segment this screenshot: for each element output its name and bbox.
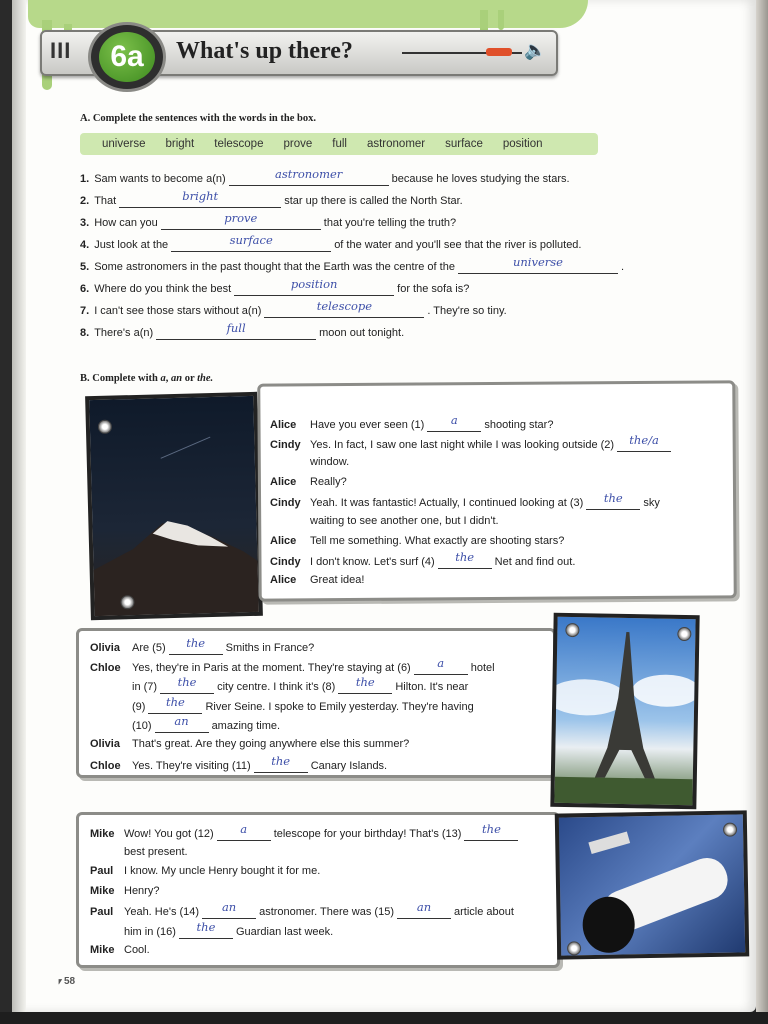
word-box-item: full [332,138,347,150]
speaker-name: Chloe [90,661,121,674]
handwritten-answer: bright [182,189,219,203]
word-box-item: position [502,138,543,150]
sentence-number: 5. [80,261,90,273]
page-spine [12,0,26,1012]
sentence-row [80,255,625,274]
answer-blank[interactable] [119,189,281,208]
dialog-line [270,535,564,547]
answer-blank[interactable] [458,255,618,274]
dialog-line [90,636,315,655]
dialog-text: best present. [124,845,188,858]
sentence-text: moon out tonight. [319,327,405,339]
dialog-line [90,920,334,939]
dialog-text: city centre. I think it's (8) [217,681,336,694]
speaker-name: Cindy [270,497,301,510]
dialog-text: hotel [470,661,495,674]
answer-blank[interactable] [234,277,394,296]
dialog-text: sky [643,497,660,510]
dialog-line [90,900,514,919]
dialog-text: article about [454,906,514,919]
answer-blank[interactable] [217,822,271,841]
dialog-line [270,491,660,510]
word-box-item: telescope [214,138,264,150]
dialog-text: Great idea! [310,573,365,586]
sentence-text: That [94,195,117,207]
handwritten-answer: a [437,655,445,670]
green-drip-decoration [498,10,504,30]
eiffel-tower-image [554,617,695,805]
sentence-row [80,277,470,296]
answer-blank[interactable] [156,321,316,340]
dialog-text: Yes. In fact, I saw one last night while I was looking outside (2) [310,438,615,451]
handwritten-answer: the/a [629,432,659,447]
dialog-line [270,413,554,432]
sentence-number: 7. [80,305,90,317]
unit-badge [88,22,166,92]
speaker-name: Olivia [90,642,120,654]
sentence-text: . [620,261,625,273]
dialog-text: him in (16) [124,926,176,938]
unit-title: What's up there? [176,38,353,64]
word-box-item: bright [165,138,195,150]
speaker-name: Mike [90,884,115,897]
bars-icon: III [50,38,72,63]
answer-blank[interactable] [438,550,492,569]
answer-blank[interactable] [169,636,223,655]
dialog-text: Cool. [124,943,150,956]
dialog-line [270,515,499,527]
dialog-text: Hilton. It's near [395,681,469,694]
answer-blank[interactable] [155,714,209,733]
speaker-name: Alice [270,534,297,547]
dialog-text: in (7) [132,681,158,694]
speaker-name: Cindy [270,438,301,451]
dialog-text: window. [310,456,350,469]
dialog-line [90,753,388,773]
telescope-image [559,814,745,955]
handwritten-answer: the [186,636,206,650]
answer-blank[interactable] [229,167,389,186]
dialog-text: Have you ever seen (1) [310,419,425,431]
sentence-text: There's a(n) [94,327,154,339]
speaker-name: Alice [270,573,297,586]
sentence-text: because he loves studying the stars. [391,173,570,185]
sentence-text: that you're telling the truth? [323,217,457,229]
dialog-text: Really? [310,475,347,488]
book-edge [0,1012,768,1024]
telescope-photo [555,810,750,959]
dialog-line [90,738,409,750]
handwritten-answer: the [603,491,623,506]
dialog-text: Yes, they're in Paris at the moment. They're staying at (6) [132,661,411,674]
speaker-name: Paul [90,865,114,878]
speaker-name: Alice [270,475,297,488]
word-box-item: universe [102,138,146,150]
dialog-text: telescope for your birthday! That's (13) [273,828,462,840]
sentence-row [80,211,457,230]
word-box-item: prove [283,138,313,150]
speaker-name: Paul [90,906,114,919]
unit-number: 6a [99,32,155,82]
answer-blank[interactable] [414,655,468,675]
handwritten-answer: universe [512,255,563,269]
book-edge [756,0,768,1024]
sentence-text: Some astronomers in the past thought that the Earth was the centre of the [94,261,455,273]
dialog-text: That's great. Are they going anywhere else this summer? [132,738,410,750]
sentence-row [80,321,405,340]
word-box-item: astronomer [366,138,426,150]
dialog-line [90,944,150,956]
answer-blank[interactable] [171,233,331,252]
answer-blank[interactable] [160,675,214,694]
page-number: ⎖58 [56,976,76,987]
handwritten-answer: the [196,920,216,934]
dialog-line [90,846,188,858]
handwritten-answer: an [221,900,237,915]
dialog-text: Yeah. It was fantastic! Actually, I continued looking at (3) [310,497,584,510]
sentence-number: 3. [80,217,90,229]
eiffel-tower-photo [550,613,699,810]
dialog-text: Yeah. He's (14) [124,906,200,919]
sentence-text: for the sofa is? [397,283,470,295]
speaker-name: Chloe [90,759,121,772]
word-box [80,133,598,155]
answer-blank[interactable] [148,694,202,714]
dialog-text: Wow! You got (12) [124,828,214,840]
dialog-text: astronomer. There was (15) [259,906,394,919]
sentence-text: I can't see those stars without a(n) [94,305,262,317]
dialog-text: (9) [132,700,146,713]
answer-blank[interactable] [179,920,233,939]
dialog-text: Yes. They're visiting (11) [132,759,251,772]
answer-blank[interactable] [254,753,308,773]
handwritten-answer: the [271,753,291,768]
sentence-text: of the water and you'll see that the river is polluted. [334,239,582,251]
speaker-icon[interactable]: 🔈 [524,40,547,60]
answer-blank[interactable] [161,211,321,230]
dialog-line [90,865,320,877]
speaker-name: Cindy [270,556,301,569]
speaker-name: Olivia [90,738,120,750]
handwritten-answer: a [450,413,458,427]
dialog-text: Henry? [124,884,160,897]
handwritten-answer: the [455,550,475,565]
answer-blank[interactable] [202,900,256,919]
sentence-number: 4. [80,239,90,251]
answer-blank[interactable] [586,491,640,510]
sentence-text: Just look at the [94,239,169,251]
dialog-text: (10) [132,720,152,733]
dialog-line [90,694,474,714]
handwritten-answer: the [166,694,185,709]
dialog-line [90,822,521,841]
dialog-text: waiting to see another one, but I didn't. [310,515,499,527]
dialog-line [270,550,576,569]
word-box-item: surface [445,138,483,150]
handwritten-answer: the [355,675,375,690]
handwritten-answer: an [174,714,189,729]
answer-blank[interactable] [464,822,518,841]
dialog-text: Are (5) [132,642,166,654]
sentence-row [80,233,582,252]
dialog-line [270,456,349,468]
section-a-instruction: A. Complete the sentences with the words in the box. [80,113,316,124]
handwritten-answer: telescope [316,299,373,313]
sentence-number: 6. [80,283,90,295]
dialog-text: amazing time. [211,720,281,733]
sentence-text: Sam wants to become a(n) [94,173,226,185]
handwritten-answer: prove [224,211,258,225]
dialog-text: Guardian last week. [235,926,334,938]
dialog-line [90,885,159,897]
sentence-text: . They're so tiny. [427,305,507,317]
audio-slider-icon[interactable] [486,48,512,56]
sentence-text: star up there is called the North Star. [284,195,463,207]
sentence-number: 1. [80,173,90,185]
dialog-line [270,574,364,586]
sentence-row [80,299,507,318]
answer-blank[interactable] [397,900,451,919]
dialog-text: shooting star? [484,419,554,431]
handwritten-answer: a [240,822,248,836]
handwritten-answer: full [226,321,246,335]
sentence-number: 2. [80,195,90,207]
dialog-line [90,714,281,733]
handwritten-answer: the [177,675,197,690]
dialog-text: I know. My uncle Henry bought it for me. [124,865,321,878]
sentence-text: How can you [94,217,158,229]
audio-track-line [512,52,522,54]
dialog-text: Canary Islands. [310,759,388,772]
audio-track-line [402,52,488,54]
answer-blank[interactable] [338,675,392,694]
night-sky-photo [85,392,263,620]
dialog-text: River Seine. I spoke to Emily yesterday. They're having [205,700,474,713]
sentence-text: Where do you think the best [94,283,232,295]
dialog-text: Net and find out. [494,556,576,569]
dialog-line [90,655,495,675]
sentence-row [80,189,463,208]
handwritten-answer: surface [229,233,273,247]
sentence-number: 8. [80,327,90,339]
handwritten-answer: an [416,900,432,915]
section-b-instruction: B. Complete with a, an or the. [80,373,214,384]
sentence-row [80,167,570,186]
handwritten-answer: astronomer [274,167,343,181]
dialog-text: I don't know. Let's surf (4) [310,556,435,569]
answer-blank[interactable] [427,413,481,432]
dialog-text: Tell me something. What exactly are shooting stars? [310,534,565,547]
dialog-line [270,476,347,488]
dialog-line [90,675,469,694]
handwritten-answer: position [290,277,338,291]
speaker-name: Mike [90,943,115,956]
speaker-name: Mike [90,828,115,840]
mountain-image [89,396,259,616]
answer-blank[interactable] [617,432,671,452]
dialog-text: Smiths in France? [225,642,315,654]
speaker-name: Alice [270,419,297,431]
answer-blank[interactable] [264,299,424,318]
handwritten-answer: the [482,822,501,836]
workbook-page [12,0,756,1012]
dialog-line [270,432,674,452]
